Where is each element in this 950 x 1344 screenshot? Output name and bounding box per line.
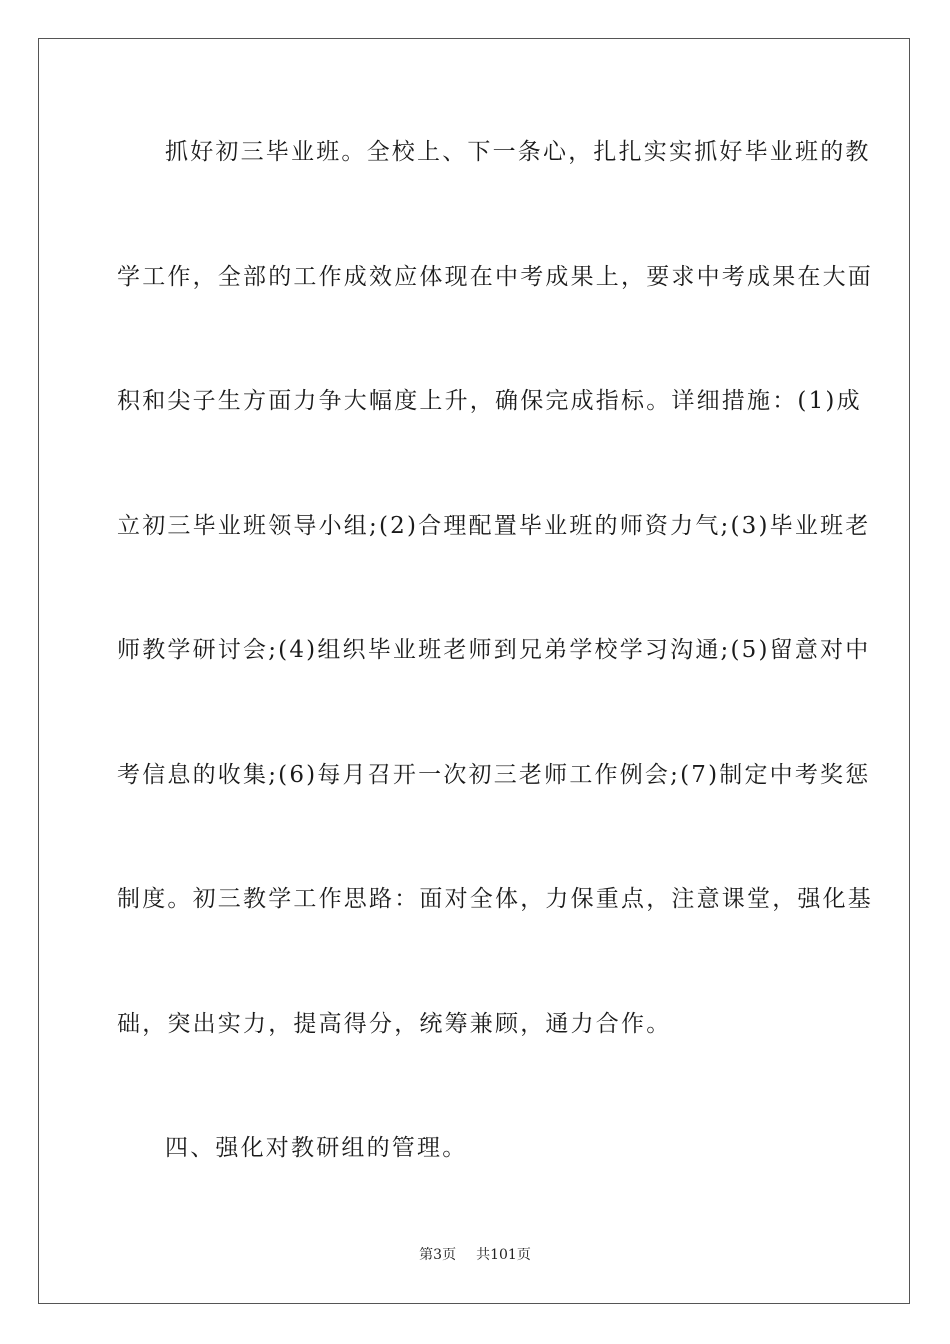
paragraph-line-3: 积和尖子生方面力争大幅度上升，确保完成指标。详细措施：(1)成 [117,388,862,414]
paragraph-line-2: 学工作，全部的工作成效应体现在中考成果上，要求中考成果在大面 [117,264,873,290]
paragraph-line-7: 制度。初三教学工作思路：面对全体，力保重点，注意课堂，强化基 [117,886,873,912]
paragraph-line-5: 师教学研讨会;(4)组织毕业班老师到兄弟学校学习沟通;(5)留意对中 [117,637,871,663]
paragraph-line-6: 考信息的收集;(6)每月召开一次初三老师工作例会;(7)制定中考奖惩 [117,762,871,788]
section-heading: 四、强化对教研组的管理。 [165,1135,468,1161]
page-number: 第3页 [419,1247,457,1263]
paragraph-line-4: 立初三毕业班领导小组;(2)合理配置毕业班的师资力气;(3)毕业班老 [117,513,871,539]
total-pages: 共101页 [476,1247,531,1263]
paragraph-line-8: 础，突出实力，提高得分，统筹兼顾，通力合作。 [117,1011,672,1037]
page-border [38,38,910,1304]
paragraph-line-1: 抓好初三毕业班。全校上、下一条心，扎扎实实抓好毕业班的教 [165,139,871,165]
page-footer [0,1246,950,1264]
